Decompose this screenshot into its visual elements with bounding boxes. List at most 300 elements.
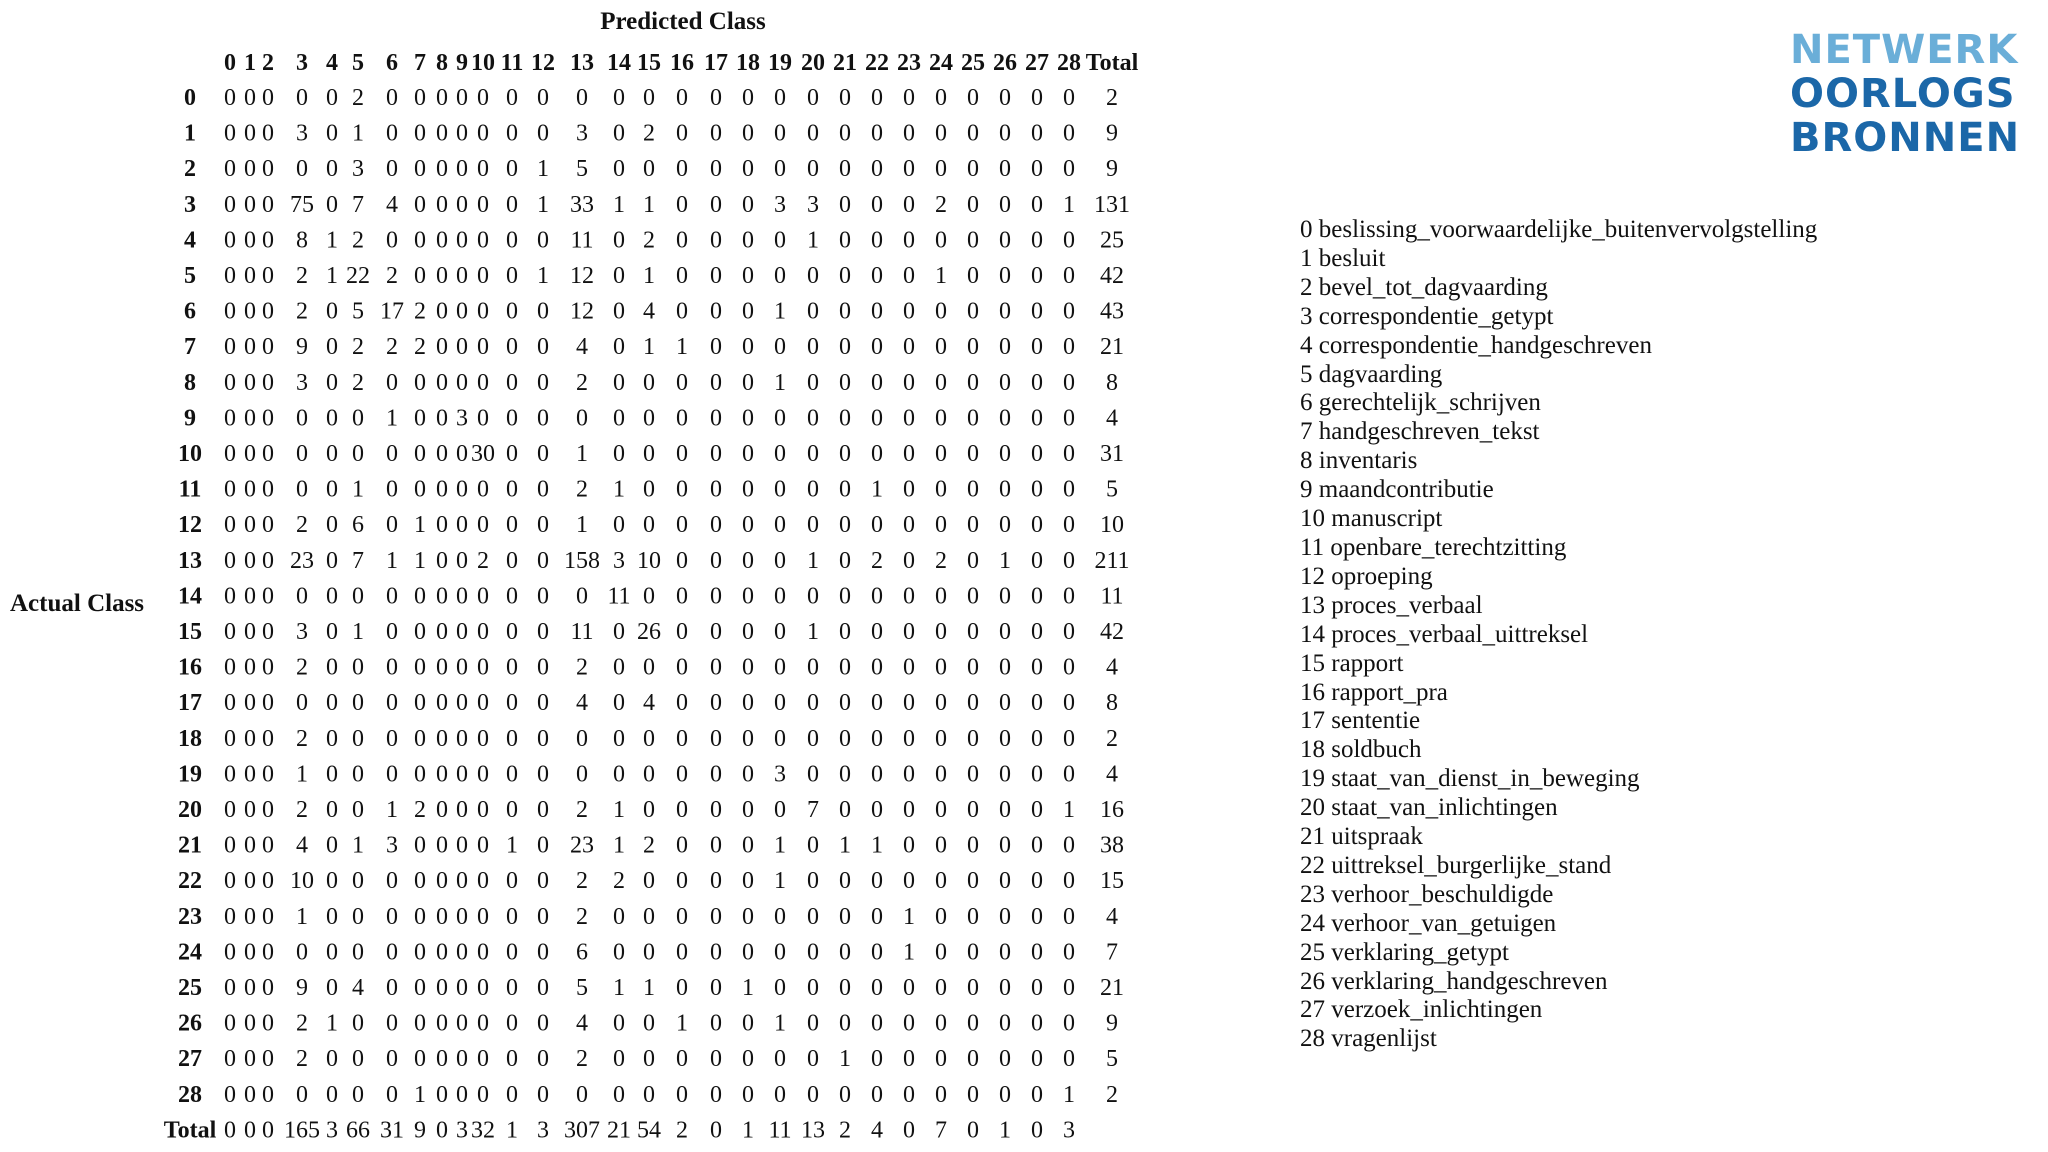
matrix-cell: 0 [1063, 120, 1075, 147]
matrix-cell: 0 [742, 156, 754, 183]
matrix-cell: 0 [506, 191, 518, 218]
row-header: 12 [178, 512, 202, 539]
matrix-cell: 0 [935, 334, 947, 361]
matrix-cell: 0 [903, 1046, 915, 1073]
matrix-cell: 0 [386, 120, 398, 147]
total-cell: 0 [903, 1117, 915, 1144]
matrix-cell: 0 [710, 441, 722, 467]
legend-entry: 3 correspondentie_getypt [1300, 302, 1554, 330]
row-header: 6 [184, 298, 196, 325]
matrix-cell: 0 [326, 1081, 338, 1108]
legend-entry: 19 staat_van_dienst_in_beweging [1300, 765, 1640, 793]
matrix-cell: 0 [477, 369, 489, 396]
matrix-cell: 17 [380, 298, 404, 325]
matrix-cell: 0 [262, 441, 274, 467]
matrix-cell: 2 [1106, 85, 1118, 111]
matrix-cell: 0 [244, 619, 256, 645]
matrix-cell: 0 [807, 939, 819, 966]
matrix-cell: 0 [774, 725, 786, 752]
legend-entry: 15 rapport [1300, 649, 1404, 677]
matrix-cell: 0 [414, 868, 426, 895]
matrix-cell: 0 [643, 369, 655, 396]
matrix-cell: 1 [352, 619, 364, 645]
matrix-cell: 21 [1100, 334, 1124, 361]
matrix-cell: 0 [456, 227, 468, 254]
matrix-cell: 0 [935, 975, 947, 1001]
matrix-cell: 12 [570, 263, 594, 289]
matrix-cell: 22 [346, 263, 370, 289]
matrix-cell: 0 [999, 369, 1011, 396]
matrix-cell: 2 [576, 369, 588, 396]
matrix-cell: 1 [386, 405, 398, 432]
matrix-cell: 0 [576, 583, 588, 610]
matrix-cell: 0 [710, 1046, 722, 1073]
matrix-cell: 2 [296, 263, 308, 289]
matrix-cell: 0 [613, 156, 625, 183]
matrix-cell: 0 [537, 690, 549, 717]
matrix-cell: 4 [643, 298, 655, 325]
matrix-cell: 1 [903, 939, 915, 966]
matrix-cell: 0 [1031, 263, 1043, 289]
logo-line-3: BRONNEN [1790, 115, 2021, 161]
matrix-cell: 0 [386, 369, 398, 396]
matrix-cell: 0 [676, 761, 688, 788]
class-legend [1300, 216, 1817, 1054]
matrix-cell: 2 [576, 797, 588, 823]
matrix-cell: 0 [506, 334, 518, 361]
matrix-cell: 0 [999, 903, 1011, 930]
matrix-cell: 0 [903, 619, 915, 645]
matrix-cell: 0 [1031, 120, 1043, 147]
matrix-cell: 0 [386, 156, 398, 183]
matrix-cell: 0 [352, 654, 364, 681]
matrix-cell: 0 [262, 797, 274, 823]
matrix-cell: 0 [224, 868, 236, 895]
matrix-cell: 0 [903, 1081, 915, 1108]
matrix-cell: 0 [506, 975, 518, 1001]
matrix-cell: 0 [1031, 903, 1043, 930]
matrix-cell: 0 [224, 975, 236, 1001]
matrix-cell: 3 [576, 120, 588, 147]
matrix-cell: 0 [352, 1046, 364, 1073]
matrix-cell: 0 [871, 939, 883, 966]
matrix-cell: 0 [1031, 441, 1043, 467]
matrix-cell: 0 [807, 761, 819, 788]
column-header: Total [1085, 50, 1139, 76]
matrix-cell: 0 [456, 975, 468, 1001]
matrix-cell: 1 [352, 476, 364, 503]
matrix-cell: 0 [613, 263, 625, 289]
matrix-cell: 0 [386, 619, 398, 645]
matrix-cell: 0 [807, 654, 819, 681]
matrix-cell: 0 [999, 441, 1011, 467]
matrix-cell: 4 [1106, 903, 1118, 930]
total-cell: 9 [414, 1117, 426, 1144]
row-header: 18 [178, 725, 202, 752]
matrix-cell: 0 [414, 654, 426, 681]
matrix-cell: 0 [506, 405, 518, 432]
matrix-cell: 0 [262, 1081, 274, 1108]
matrix-cell: 0 [436, 1010, 448, 1037]
matrix-cell: 0 [1063, 227, 1075, 254]
matrix-cell: 0 [613, 334, 625, 361]
matrix-cell: 0 [326, 725, 338, 752]
matrix-cell: 0 [935, 583, 947, 610]
matrix-cell: 0 [839, 583, 851, 610]
matrix-cell: 0 [506, 441, 518, 467]
matrix-cell: 0 [839, 263, 851, 289]
matrix-cell: 0 [436, 975, 448, 1001]
matrix-cell: 0 [456, 1081, 468, 1108]
total-cell: 307 [564, 1117, 600, 1144]
matrix-cell: 0 [537, 405, 549, 432]
total-cell: 7 [935, 1117, 947, 1144]
matrix-cell: 0 [224, 334, 236, 361]
matrix-cell: 0 [774, 903, 786, 930]
total-cell: 1 [742, 1117, 754, 1144]
matrix-cell: 0 [537, 868, 549, 895]
row-header: 23 [178, 903, 202, 930]
matrix-cell: 0 [537, 583, 549, 610]
matrix-cell: 0 [871, 334, 883, 361]
matrix-cell: 1 [742, 975, 754, 1001]
matrix-cell: 0 [967, 85, 979, 111]
matrix-cell: 0 [1031, 405, 1043, 432]
matrix-cell: 0 [967, 725, 979, 752]
matrix-cell: 8 [1106, 369, 1118, 396]
matrix-cell: 0 [262, 156, 274, 183]
matrix-cell: 0 [643, 583, 655, 610]
matrix-cell: 2 [613, 868, 625, 895]
matrix-cell: 0 [1063, 441, 1075, 467]
matrix-cell: 0 [386, 583, 398, 610]
matrix-cell: 0 [613, 1081, 625, 1108]
matrix-cell: 6 [352, 512, 364, 539]
total-cell: 3 [326, 1117, 338, 1144]
matrix-cell: 0 [224, 903, 236, 930]
matrix-cell: 0 [1063, 619, 1075, 645]
matrix-cell: 0 [506, 939, 518, 966]
total-cell: 66 [346, 1117, 370, 1144]
matrix-cell: 0 [613, 725, 625, 752]
matrix-cell: 0 [477, 476, 489, 503]
matrix-cell: 0 [742, 85, 754, 111]
matrix-cell: 0 [839, 85, 851, 111]
matrix-cell: 0 [839, 1010, 851, 1037]
matrix-cell: 0 [999, 120, 1011, 147]
matrix-cell: 0 [436, 120, 448, 147]
matrix-cell: 0 [537, 761, 549, 788]
matrix-cell: 0 [1063, 512, 1075, 539]
matrix-cell: 0 [537, 476, 549, 503]
matrix-cell: 0 [436, 547, 448, 574]
matrix-cell: 0 [1031, 1010, 1043, 1037]
total-cell: 0 [1031, 1117, 1043, 1144]
legend-entry: 9 maandcontributie [1300, 476, 1494, 504]
matrix-cell: 0 [326, 868, 338, 895]
matrix-cell: 0 [537, 547, 549, 574]
matrix-cell: 0 [871, 512, 883, 539]
matrix-cell: 0 [436, 405, 448, 432]
matrix-cell: 3 [456, 405, 468, 432]
matrix-cell: 4 [576, 1010, 588, 1037]
matrix-cell: 0 [999, 1046, 1011, 1073]
matrix-cell: 0 [903, 263, 915, 289]
column-header: 11 [500, 50, 524, 76]
matrix-cell: 0 [676, 903, 688, 930]
matrix-cell: 0 [903, 120, 915, 147]
matrix-cell: 0 [807, 298, 819, 325]
matrix-cell: 0 [576, 405, 588, 432]
matrix-cell: 1 [676, 334, 688, 361]
matrix-cell: 0 [506, 1046, 518, 1073]
matrix-cell: 0 [1031, 797, 1043, 823]
legend-entry: 26 verklaring_handgeschreven [1300, 967, 1608, 995]
matrix-cell: 0 [244, 690, 256, 717]
matrix-cell: 1 [774, 1010, 786, 1037]
matrix-cell: 0 [807, 1081, 819, 1108]
matrix-cell: 0 [1031, 832, 1043, 859]
matrix-cell: 0 [414, 832, 426, 859]
matrix-cell: 2 [414, 334, 426, 361]
matrix-cell: 10 [290, 868, 314, 895]
matrix-cell: 0 [742, 547, 754, 574]
matrix-cell: 0 [1031, 334, 1043, 361]
matrix-cell: 0 [537, 939, 549, 966]
matrix-cell: 0 [456, 868, 468, 895]
matrix-cell: 0 [807, 369, 819, 396]
matrix-cell: 0 [296, 939, 308, 966]
matrix-cell: 0 [999, 654, 1011, 681]
matrix-cell: 0 [326, 369, 338, 396]
matrix-cell: 0 [935, 797, 947, 823]
matrix-cell: 0 [839, 476, 851, 503]
matrix-cell: 0 [386, 761, 398, 788]
matrix-cell: 0 [871, 1010, 883, 1037]
matrix-cell: 0 [871, 797, 883, 823]
matrix-cell: 0 [1031, 868, 1043, 895]
matrix-cell: 0 [224, 298, 236, 325]
matrix-cell: 0 [613, 512, 625, 539]
total-cell: 0 [710, 1117, 722, 1144]
matrix-cell: 7 [1106, 939, 1118, 966]
matrix-cell: 0 [456, 654, 468, 681]
matrix-cell: 0 [742, 1046, 754, 1073]
matrix-cell: 0 [436, 263, 448, 289]
matrix-cell: 0 [935, 369, 947, 396]
total-cell: 13 [801, 1117, 825, 1144]
legend-entry: 6 gerechtelijk_schrijven [1300, 389, 1541, 417]
matrix-cell: 0 [999, 476, 1011, 503]
matrix-cell: 0 [244, 263, 256, 289]
matrix-cell: 0 [456, 85, 468, 111]
matrix-cell: 2 [296, 298, 308, 325]
matrix-cell: 1 [774, 832, 786, 859]
matrix-cell: 0 [436, 334, 448, 361]
matrix-cell: 3 [613, 547, 625, 574]
matrix-cell: 0 [967, 227, 979, 254]
matrix-cell: 0 [224, 939, 236, 966]
legend-entry: 10 manuscript [1300, 505, 1443, 533]
matrix-cell: 0 [676, 547, 688, 574]
matrix-cell: 0 [871, 583, 883, 610]
matrix-cell: 0 [742, 369, 754, 396]
matrix-cell: 0 [710, 476, 722, 503]
matrix-cell: 0 [774, 334, 786, 361]
matrix-cell: 0 [386, 975, 398, 1001]
matrix-cell: 0 [436, 156, 448, 183]
matrix-cell: 0 [352, 405, 364, 432]
matrix-cell: 0 [224, 441, 236, 467]
matrix-cell: 0 [262, 690, 274, 717]
matrix-cell: 0 [244, 725, 256, 752]
legend-entry: 14 proces_verbaal_uittreksel [1300, 620, 1589, 648]
matrix-cell: 0 [506, 797, 518, 823]
matrix-cell: 0 [643, 1081, 655, 1108]
matrix-cell: 0 [999, 1081, 1011, 1108]
matrix-cell: 0 [967, 868, 979, 895]
matrix-cell: 0 [224, 832, 236, 859]
matrix-cell: 0 [386, 725, 398, 752]
matrix-cell: 0 [506, 298, 518, 325]
matrix-cell: 2 [386, 263, 398, 289]
matrix-cell: 1 [326, 263, 338, 289]
row-header: 8 [184, 369, 196, 396]
matrix-cell: 0 [742, 868, 754, 895]
matrix-cell: 0 [456, 583, 468, 610]
matrix-cell: 0 [326, 690, 338, 717]
matrix-cell: 0 [839, 725, 851, 752]
matrix-cell: 0 [436, 939, 448, 966]
matrix-cell: 0 [839, 939, 851, 966]
matrix-cell: 0 [967, 334, 979, 361]
matrix-cell: 0 [262, 547, 274, 574]
matrix-cell: 0 [352, 868, 364, 895]
matrix-cell: 26 [637, 619, 661, 645]
matrix-cell: 0 [386, 939, 398, 966]
matrix-cell: 0 [999, 690, 1011, 717]
legend-entry: 22 uittreksel_burgerlijke_stand [1300, 851, 1612, 879]
total-cell: 11 [768, 1117, 792, 1144]
matrix-cell: 0 [224, 797, 236, 823]
matrix-cell: 1 [537, 191, 549, 218]
matrix-cell: 0 [262, 120, 274, 147]
matrix-cell: 0 [1031, 725, 1043, 752]
matrix-cell: 0 [643, 868, 655, 895]
total-row-header: Total [163, 1117, 217, 1144]
matrix-cell: 0 [676, 476, 688, 503]
row-header: 1 [184, 120, 196, 147]
matrix-cell: 0 [710, 334, 722, 361]
matrix-cell: 0 [643, 903, 655, 930]
matrix-cell: 0 [1063, 298, 1075, 325]
matrix-cell: 0 [506, 690, 518, 717]
matrix-cell: 0 [414, 1046, 426, 1073]
matrix-cell: 0 [967, 547, 979, 574]
row-header: 15 [178, 619, 202, 645]
matrix-cell: 0 [436, 298, 448, 325]
matrix-cell: 0 [935, 298, 947, 325]
matrix-cell: 0 [456, 512, 468, 539]
row-header: 4 [184, 227, 196, 254]
matrix-cell: 0 [224, 725, 236, 752]
matrix-cell: 0 [967, 761, 979, 788]
matrix-cell: 0 [903, 975, 915, 1001]
matrix-cell: 0 [839, 441, 851, 467]
matrix-cell: 3 [296, 369, 308, 396]
matrix-cell: 0 [477, 832, 489, 859]
matrix-cell: 0 [262, 191, 274, 218]
matrix-cell: 1 [643, 975, 655, 1001]
matrix-cell: 0 [414, 1010, 426, 1037]
matrix-cell: 0 [710, 1010, 722, 1037]
matrix-cell: 2 [1106, 725, 1118, 752]
matrix-cell: 0 [326, 120, 338, 147]
matrix-cell: 0 [537, 1046, 549, 1073]
matrix-cell: 0 [774, 263, 786, 289]
matrix-cell: 0 [999, 191, 1011, 218]
matrix-cell: 0 [224, 690, 236, 717]
matrix-cell: 30 [471, 441, 495, 467]
matrix-cell: 0 [967, 1046, 979, 1073]
matrix-cell: 0 [352, 903, 364, 930]
matrix-cell: 0 [742, 120, 754, 147]
matrix-cell: 2 [296, 1046, 308, 1073]
column-header: 24 [929, 50, 953, 76]
matrix-cell: 1 [807, 227, 819, 254]
matrix-cell: 0 [935, 227, 947, 254]
matrix-cell: 0 [244, 797, 256, 823]
matrix-cell: 0 [1031, 191, 1043, 218]
matrix-cell: 2 [386, 334, 398, 361]
matrix-cell: 1 [414, 512, 426, 539]
matrix-cell: 0 [807, 156, 819, 183]
matrix-cell: 0 [456, 725, 468, 752]
row-header: 20 [178, 797, 202, 823]
matrix-cell: 0 [935, 939, 947, 966]
matrix-cell: 1 [576, 512, 588, 539]
matrix-cell: 0 [871, 441, 883, 467]
matrix-cell: 0 [967, 654, 979, 681]
matrix-cell: 0 [967, 441, 979, 467]
matrix-cell: 0 [224, 654, 236, 681]
column-header: 28 [1057, 50, 1081, 76]
matrix-cell: 7 [352, 191, 364, 218]
matrix-cell: 0 [506, 1010, 518, 1037]
matrix-cell: 0 [613, 298, 625, 325]
matrix-cell: 0 [676, 85, 688, 111]
matrix-cell: 0 [871, 405, 883, 432]
matrix-cell: 0 [576, 725, 588, 752]
matrix-cell: 0 [613, 441, 625, 467]
matrix-cell: 0 [386, 85, 398, 111]
matrix-cell: 0 [414, 156, 426, 183]
matrix-cell: 0 [839, 120, 851, 147]
column-header: 19 [768, 50, 792, 76]
matrix-cell: 0 [1031, 654, 1043, 681]
matrix-cell: 0 [414, 975, 426, 1001]
matrix-cell: 0 [839, 547, 851, 574]
matrix-cell: 21 [1100, 975, 1124, 1001]
matrix-cell: 0 [506, 227, 518, 254]
matrix-cell: 0 [903, 868, 915, 895]
matrix-cell: 0 [262, 476, 274, 503]
matrix-cell: 0 [676, 369, 688, 396]
matrix-cell: 0 [710, 690, 722, 717]
matrix-cell: 3 [296, 120, 308, 147]
matrix-cell: 0 [807, 868, 819, 895]
row-header: 17 [178, 690, 202, 717]
